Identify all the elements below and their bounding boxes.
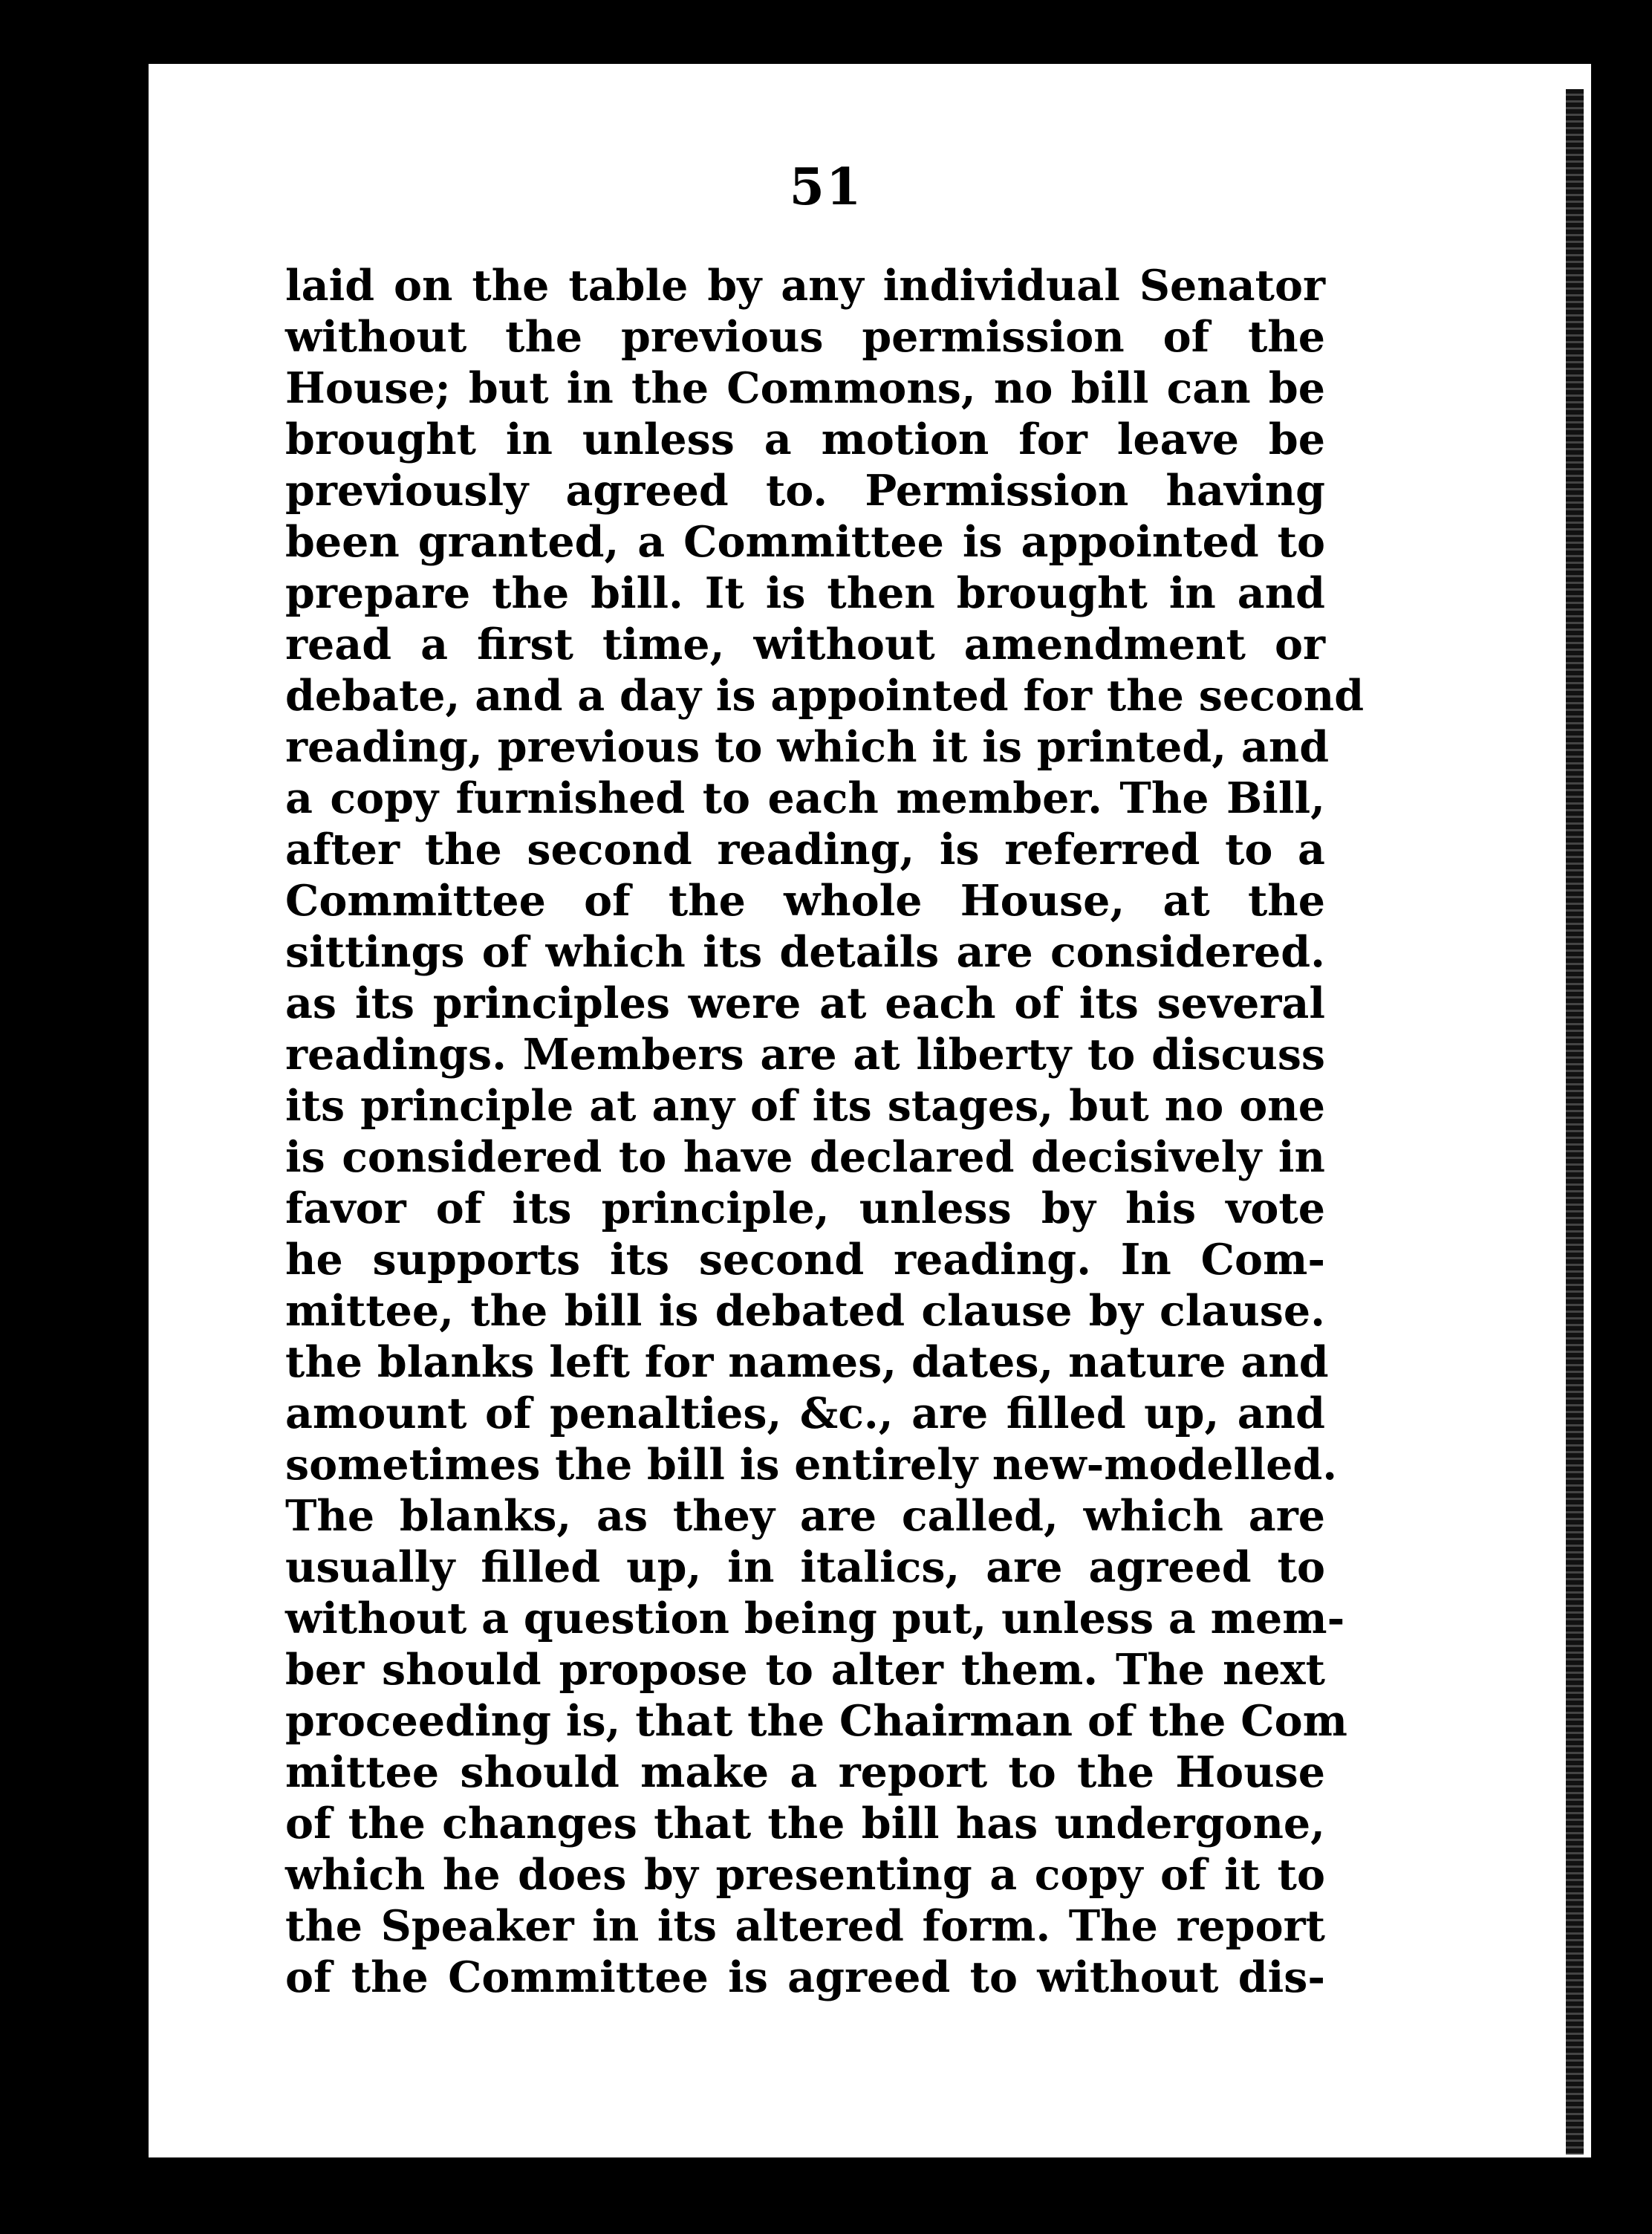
text-line: Committee of the whole House, at the bbox=[285, 876, 1325, 926]
text-line: amount of penalties, &c., are filled up, and bbox=[285, 1389, 1325, 1438]
text-line: is considered to have declared decisively in bbox=[285, 1132, 1325, 1182]
text-line: usually filled up, in italics, are agreed to bbox=[285, 1542, 1325, 1592]
text-line: the blanks left for names, dates, nature and bbox=[285, 1337, 1329, 1387]
text-line: readings. Members are at liberty to discuss bbox=[285, 1030, 1325, 1079]
text-line: debate, and a day is appointed for the second bbox=[285, 671, 1365, 721]
body-text bbox=[285, 260, 1365, 2003]
text-line: brought in unless a motion for leave be bbox=[285, 415, 1325, 464]
text-line: after the second reading, is referred to a bbox=[285, 825, 1325, 874]
text-line: its principle at any of its stages, but no one bbox=[285, 1081, 1325, 1131]
text-line: prepare the bill. It is then brought in and bbox=[285, 568, 1325, 618]
text-line: a copy furnished to each member. The Bill, bbox=[285, 773, 1325, 823]
text-line: of the changes that the bill has undergone, bbox=[285, 1799, 1325, 1848]
text-line: laid on the table by any individual Senator bbox=[285, 261, 1325, 311]
text-line: sometimes the bill is entirely new-modelled. bbox=[285, 1440, 1338, 1490]
page-number: 51 bbox=[789, 158, 863, 217]
text-line: without a question being put, unless a mem- bbox=[285, 1594, 1345, 1643]
text-line: favor of its principle, unless by his vote bbox=[285, 1183, 1325, 1233]
text-line: of the Committee is agreed to without dis- bbox=[285, 1952, 1325, 2002]
text-line: been granted, a Committee is appointed to bbox=[285, 517, 1325, 567]
text-line: reading, previous to which it is printed, and bbox=[285, 722, 1330, 772]
text-line: as its principles were at each of its several bbox=[285, 978, 1325, 1028]
page-right-edge bbox=[1566, 89, 1584, 2155]
text-line: which he does by presenting a copy of it to bbox=[285, 1850, 1325, 1900]
text-line: House; but in the Commons, no bill can be bbox=[285, 363, 1325, 413]
text-line: The blanks, as they are called, which are bbox=[285, 1491, 1325, 1541]
text-line: ber should propose to alter them. The next bbox=[285, 1645, 1325, 1695]
text-line: mittee, the bill is debated clause by clause. bbox=[285, 1286, 1325, 1336]
text-line: previously agreed to. Permission having bbox=[285, 466, 1325, 516]
page-left-edge bbox=[122, 67, 128, 2147]
text-line: mittee should make a report to the House bbox=[285, 1747, 1325, 1797]
text-line: the Speaker in its altered form. The report bbox=[285, 1901, 1325, 1951]
text-line: read a first time, without amendment or bbox=[285, 620, 1325, 669]
text-line: sittings of which its details are considered. bbox=[285, 927, 1325, 977]
text-line: proceeding is, that the Chairman of the Com bbox=[285, 1696, 1347, 1746]
text-line: he supports its second reading. In Com- bbox=[285, 1235, 1325, 1285]
text-line: without the previous permission of the bbox=[285, 312, 1325, 362]
